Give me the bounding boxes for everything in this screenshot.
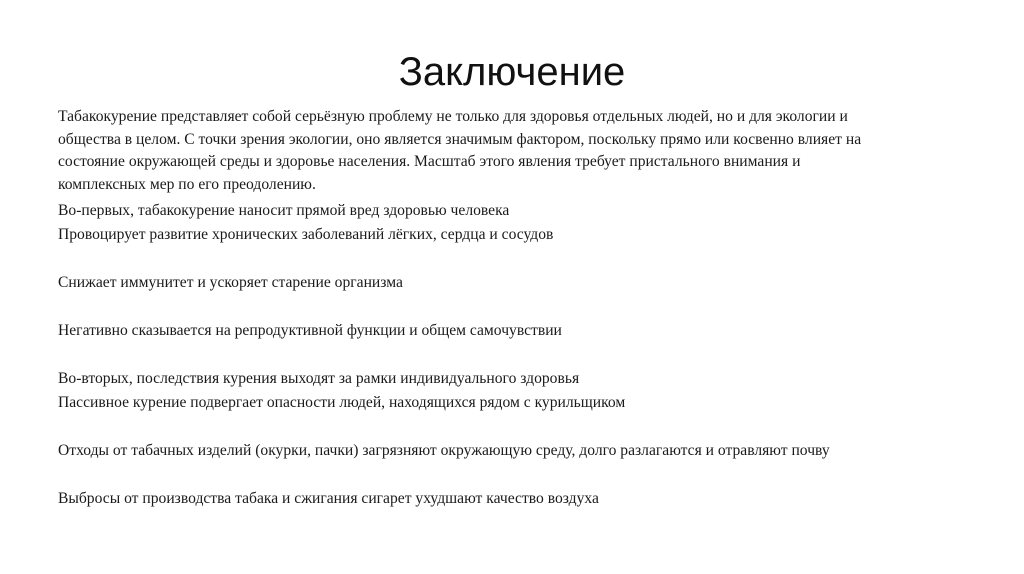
eco-point: Отходы от табачных изделий (окурки, пачки) загрязняют окружающую среду, долго разлагаются и отравляют почву — [58, 442, 830, 459]
eco-heading: Во-вторых, последствия курения выходят за рамки индивидуального здоровья — [58, 370, 580, 387]
intro-line: состояние окружающей среды и здоровье населения. Масштаб этого явления требует пристального внимания и — [58, 153, 801, 170]
eco-point: Пассивное курение подвергает опасности людей, находящихся рядом с курильщиком — [58, 394, 626, 411]
intro-line: общества в целом. С точки зрения экологии, оно является значимым фактором, поскольку прямо или косвенно влияет на — [58, 130, 862, 148]
spacer — [58, 415, 958, 439]
health-heading: Во-первых, табакокурение наносит прямой вред здоровью человека — [58, 202, 510, 219]
spacer — [58, 247, 958, 271]
intro-line: Табакокурение представляет собой серьёзную проблему не только для здоровья отдельных людей, но и для экологии и — [58, 108, 848, 125]
slide-body — [58, 106, 958, 511]
spacer — [58, 295, 958, 319]
spacer — [58, 463, 958, 487]
eco-point: Выбросы от производства табака и сжигания сигарет ухудшают качество воздуха — [58, 490, 599, 507]
intro-line: комплексных мер по его преодолению. — [58, 175, 316, 193]
slide-title: Заключение — [398, 50, 626, 94]
spacer — [58, 343, 958, 367]
intro-paragraph — [58, 106, 958, 196]
health-point: Провоцирует развитие хронических заболеваний лёгких, сердца и сосудов — [58, 226, 554, 243]
health-point: Негативно сказывается на репродуктивной функции и общем самочувствии — [58, 322, 562, 339]
health-point: Снижает иммунитет и ускоряет старение организма — [58, 274, 403, 291]
